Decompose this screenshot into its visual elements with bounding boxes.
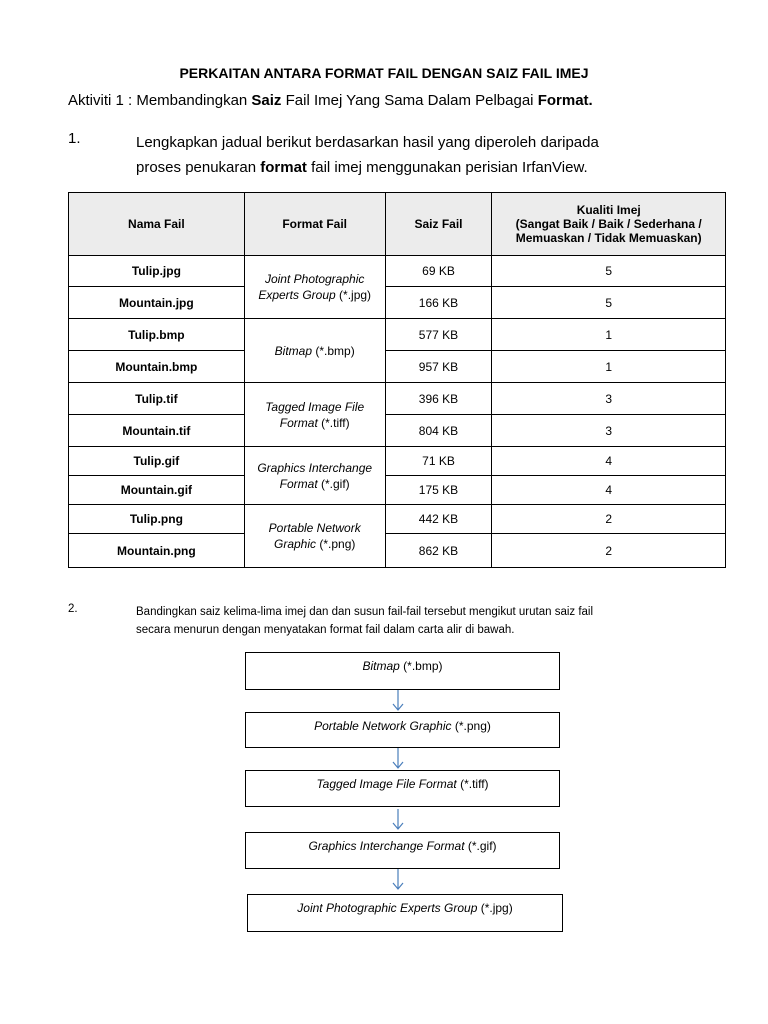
file-size-cell: 442 KB [385,505,492,534]
format-name: Portable Network Graphic [268,521,361,551]
header-kualiti-line-3: Memuaskan / Tidak Memuaskan) [515,231,702,245]
quality-cell: 3 [492,383,726,415]
flow-box-5 [247,894,563,932]
table-header-row [69,193,726,256]
table-row [69,534,726,568]
file-size-cell: 804 KB [385,415,492,447]
page-title: PERKAITAN ANTARA FORMAT FAIL DENGAN SAIZ FAIL IMEJ [179,65,589,81]
table-row [69,319,726,351]
format-name: Graphics Interchange Format [257,460,373,491]
file-name-cell: Mountain.jpg [69,287,245,319]
table-row [69,476,726,505]
flow-arrow-icon [391,690,405,712]
flow-box-1-ext: (*.bmp) [399,659,443,673]
format-cell [244,319,385,383]
format-name: Tagged Image File Format [265,399,365,430]
file-size-cell: 166 KB [385,287,492,319]
file-size-cell: 71 KB [385,447,492,476]
quality-cell: 4 [492,476,726,505]
file-size-cell: 957 KB [385,351,492,383]
quality-cell: 2 [492,534,726,568]
format-cell [244,256,385,319]
flow-box-5-name: Joint Photographic Experts Group [297,901,478,915]
flow-box-4-ext: (*.gif) [464,839,497,853]
file-size-cell: 862 KB [385,534,492,568]
table-row [69,505,726,534]
format-cell [244,505,385,568]
flow-arrow-icon [391,869,405,891]
flow-box-4 [245,832,560,869]
flow-arrow-icon [391,748,405,770]
format-ext: (*.bmp) [312,343,355,358]
file-size-cell: 396 KB [385,383,492,415]
file-size-cell: 69 KB [385,256,492,287]
quality-cell: 5 [492,287,726,319]
header-saiz-fail: Saiz Fail [385,193,492,256]
question-2-text [136,603,696,639]
format-ext: (*.tiff) [317,415,350,430]
file-name-cell: Tulip.png [69,505,245,534]
quality-cell: 4 [492,447,726,476]
format-cell [244,383,385,447]
format-cell [244,447,385,505]
question-1-line-2 [136,155,696,180]
quality-cell: 1 [492,319,726,351]
question-1-line-2-prefix: proses penukaran [136,159,261,176]
flow-box-2-ext: (*.png) [451,719,491,733]
question-1-line-1: Lengkapkan jadual berikut berdasarkan hasil yang diperoleh daripada [136,134,599,151]
file-name-cell: Mountain.png [69,534,245,568]
activity-middle: Fail Imej Yang Sama Dalam Pelbagai [281,92,538,109]
file-size-cell: 577 KB [385,319,492,351]
table-row [69,415,726,447]
file-name-cell: Mountain.tif [69,415,245,447]
file-size-table [68,192,726,568]
header-format-fail: Format Fail [244,193,385,256]
file-name-cell: Tulip.bmp [69,319,245,351]
flow-box-3-name: Tagged Image File Format [316,777,457,791]
table-row [69,287,726,319]
file-name-cell: Mountain.gif [69,476,245,505]
header-kualiti-imej [492,193,726,256]
format-name: Joint Photographic Experts Group [258,272,365,302]
flow-box-3 [245,770,560,807]
flow-box-5-ext: (*.jpg) [477,901,513,915]
quality-cell: 3 [492,415,726,447]
flow-box-1 [245,652,560,690]
format-ext: (*.jpg) [335,288,372,302]
flow-box-3-ext: (*.tiff) [456,777,489,791]
format-name: Bitmap [274,343,313,358]
activity-prefix: Aktiviti 1 : Membandingkan [68,92,252,109]
quality-cell: 2 [492,505,726,534]
format-ext: (*.gif) [317,476,350,491]
flow-arrow-icon [391,809,405,831]
question-2-number: 2. [68,603,78,615]
table-row [69,256,726,287]
question-1-line-2-suffix: fail imej menggunakan perisian IrfanView. [306,159,588,176]
flow-box-1-name: Bitmap [362,659,400,673]
flow-box-2-name: Portable Network Graphic [314,719,452,733]
header-kualiti-line-1: Kualiti Imej [576,203,641,217]
header-kualiti-line-2: (Sangat Baik / Baik / Sederhana / [515,217,702,231]
file-name-cell: Tulip.gif [69,447,245,476]
flow-box-2 [245,712,560,748]
format-ext: (*.png) [316,537,356,551]
file-size-cell: 175 KB [385,476,492,505]
activity-heading [68,92,593,109]
file-name-cell: Tulip.tif [69,383,245,415]
question-1-text [136,130,696,180]
quality-cell: 5 [492,256,726,287]
table-row [69,383,726,415]
question-1-number: 1. [68,130,81,147]
question-2-line-2: secara menurun dengan menyatakan format fail dalam carta alir di bawah. [136,624,515,636]
header-nama-fail: Nama Fail [69,193,245,256]
file-name-cell: Mountain.bmp [69,351,245,383]
question-2-line-1: Bandingkan saiz kelima-lima imej dan dan susun fail-fail tersebut mengikut urutan saiz fail [136,606,594,618]
flow-box-4-name: Graphics Interchange Format [308,839,465,853]
table-row [69,447,726,476]
activity-bold-saiz: Saiz [251,92,282,109]
quality-cell: 1 [492,351,726,383]
file-name-cell: Tulip.jpg [69,256,245,287]
activity-bold-format: Format. [537,92,593,109]
table-row [69,351,726,383]
question-1-line-2-bold: format [260,159,307,176]
